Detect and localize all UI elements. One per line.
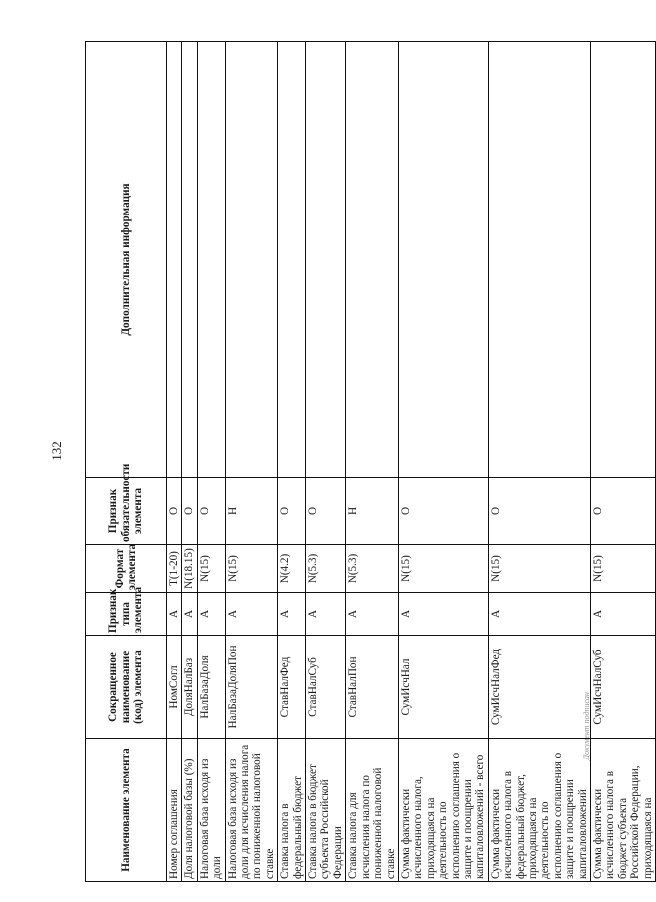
table-row xyxy=(488,42,590,882)
cell-short-code: СумИсчНалФед xyxy=(488,636,590,739)
table-row xyxy=(167,42,182,882)
cell-additional-info xyxy=(398,42,488,478)
cell-mandatory: О xyxy=(278,478,306,545)
cell-type: А xyxy=(346,593,399,636)
table-row xyxy=(182,42,197,882)
cell-additional-info xyxy=(197,42,225,478)
cell-mandatory: О xyxy=(182,478,197,545)
cell-element-name: Доля налоговой базы (%) xyxy=(182,739,197,882)
table-row xyxy=(306,42,346,882)
cell-element-name: Сумма фактически исчисленного налога в бюджет субъекта Российской Федерации, приходящаяся на xyxy=(591,739,656,882)
cell-mandatory: О xyxy=(398,478,488,545)
cell-type: А xyxy=(278,593,306,636)
cell-type: А xyxy=(488,593,590,636)
table-row xyxy=(591,42,656,882)
cell-mandatory: О xyxy=(197,478,225,545)
cell-element-name: Сумма фактически исчисленного налога в федеральный бюджет, приходящаяся на деятельность по исполнению соглашения о защите и поощрении капиталовложений xyxy=(488,739,590,882)
cell-format: N(15) xyxy=(591,545,656,593)
cell-format: N(5.3) xyxy=(346,545,399,593)
table-row xyxy=(225,42,278,882)
cell-format: N(15) xyxy=(225,545,278,593)
header-short-code: Сокращенное наименование (код) элемента xyxy=(86,636,167,739)
table-header-row xyxy=(86,42,167,882)
table-row xyxy=(278,42,306,882)
cell-element-name: Ставка налога в бюджет субъекта Российской Федерации xyxy=(306,739,346,882)
cell-mandatory: Н xyxy=(346,478,399,545)
cell-additional-info xyxy=(591,42,656,478)
cell-format: N(15) xyxy=(488,545,590,593)
cell-type: А xyxy=(182,593,197,636)
cell-format: N(18.15) xyxy=(182,545,197,593)
cell-element-name: Налоговая база исходя из доли xyxy=(197,739,225,882)
cell-element-name: Сумма фактически исчисленного налога, приходящаяся на деятельность по исполнению соглашения о защите и поощрении капиталовложений - всего xyxy=(398,739,488,882)
page-number: 132 xyxy=(49,441,64,461)
header-element-name: Наименование элемента xyxy=(86,739,167,882)
cell-format: N(4.2) xyxy=(278,545,306,593)
header-format: Формат элемента xyxy=(86,545,167,593)
cell-short-code: СумИсчНал xyxy=(398,636,488,739)
cell-short-code: НомСогл xyxy=(167,636,182,739)
cell-format: N(15) xyxy=(398,545,488,593)
cell-additional-info xyxy=(278,42,306,478)
cell-type: А xyxy=(398,593,488,636)
cell-format: N(15) xyxy=(197,545,225,593)
cell-type: А xyxy=(306,593,346,636)
table-row xyxy=(346,42,399,882)
cell-short-code: НалБазаДоля xyxy=(197,636,225,739)
cell-element-name: Номер соглашения xyxy=(167,739,182,882)
cell-type: А xyxy=(225,593,278,636)
cell-element-name: Ставка налога для исчисления налога по пониженной налоговой ставке xyxy=(346,739,399,882)
cell-additional-info xyxy=(306,42,346,478)
cell-mandatory: О xyxy=(306,478,346,545)
header-mandatory: Признак обязательности элемента xyxy=(86,478,167,545)
cell-short-code: НалБазаДоляПон xyxy=(225,636,278,739)
cell-type: А xyxy=(167,593,182,636)
table-row xyxy=(398,42,488,882)
cell-short-code: СтавНалСуб xyxy=(306,636,346,739)
cell-additional-info xyxy=(182,42,197,478)
signature-stamp: Документ подписан xyxy=(582,692,591,760)
cell-mandatory: О xyxy=(488,478,590,545)
cell-mandatory: Н xyxy=(225,478,278,545)
cell-additional-info xyxy=(167,42,182,478)
cell-format: T(1-20) xyxy=(167,545,182,593)
cell-additional-info xyxy=(488,42,590,478)
cell-type: А xyxy=(591,593,656,636)
cell-element-name: Ставка налога в федеральный бюджет xyxy=(278,739,306,882)
header-additional-info: Дополнительная информация xyxy=(86,42,167,478)
cell-short-code: СтавНалФед xyxy=(278,636,306,739)
header-type: Признак типа элемента xyxy=(86,593,167,636)
cell-mandatory: О xyxy=(591,478,656,545)
cell-short-code: СтавНалПон xyxy=(346,636,399,739)
cell-element-name: Налоговая база исходя из доли для исчисления налога по пониженной налоговой ставке xyxy=(225,739,278,882)
cell-type: А xyxy=(197,593,225,636)
cell-mandatory: О xyxy=(167,478,182,545)
cell-short-code: ДоляНалБаз xyxy=(182,636,197,739)
cell-format: N(5.3) xyxy=(306,545,346,593)
table-row xyxy=(197,42,225,882)
cell-additional-info xyxy=(346,42,399,478)
cell-short-code: СумИсчНалСуб xyxy=(591,636,656,739)
cell-additional-info xyxy=(225,42,278,478)
document-table-rotated xyxy=(85,42,654,882)
elements-table xyxy=(85,41,656,882)
